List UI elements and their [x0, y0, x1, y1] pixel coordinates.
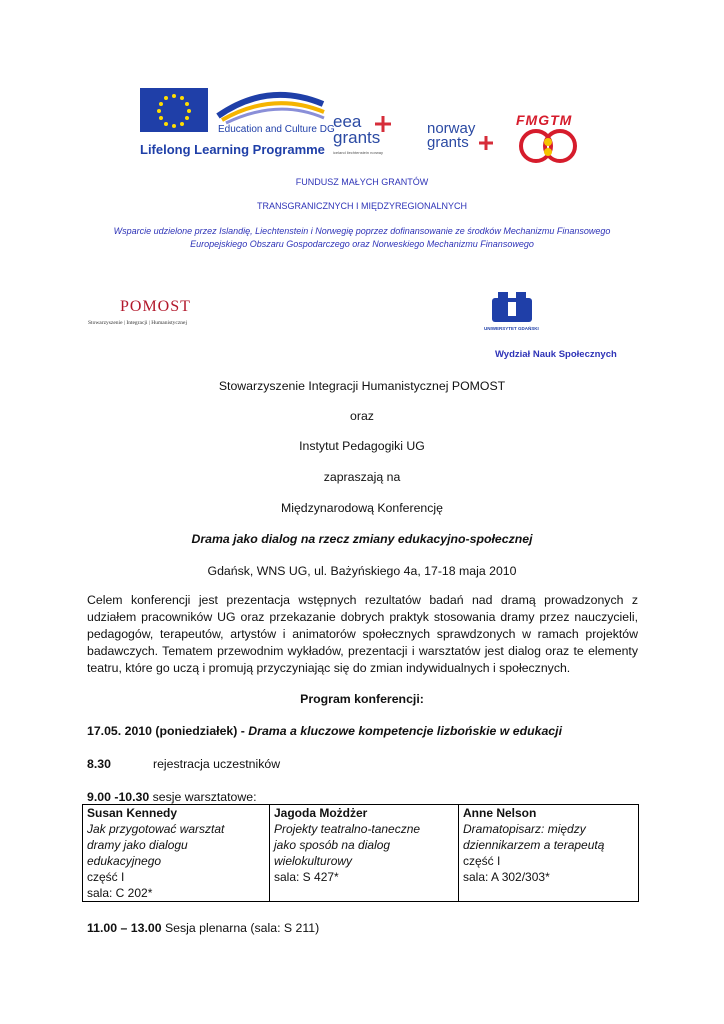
oraz: oraz [350, 409, 374, 423]
workshop-part: część I [463, 854, 501, 868]
fmgtm-label: FMGTM [516, 112, 573, 128]
conference-title: Drama jako dialog na rzecz zmiany edukacyjno-społecznej [191, 532, 533, 546]
workshop-title-line: dramy jako dialogu [87, 838, 188, 852]
conference-place: Gdańsk, WNS UG, ul. Bażyńskiego 4a, 17-18 maja 2010 [207, 564, 517, 578]
workshop-title-line: wielokulturowy [274, 854, 353, 868]
workshop-part: część I [87, 870, 125, 884]
pomost-name: POMOST [120, 298, 191, 315]
rings-icon [512, 128, 588, 164]
norway-grants-logo [427, 120, 497, 160]
plenary-line [87, 920, 319, 937]
norway-label: norway [427, 120, 476, 137]
workshops-time: 9.00 -10.30 [87, 790, 150, 804]
llp-name-label: Lifelong Learning Programme [140, 142, 325, 157]
plenary-time: 11.00 – 13.00 [87, 921, 162, 935]
workshop-leader: Susan Kennedy [87, 806, 178, 820]
fmgtm-logo [512, 112, 588, 166]
day1-title: Drama a kluczowe kompetencje lizbońskie w edukacji [248, 724, 562, 738]
workshop-cell-3 [459, 805, 639, 902]
registration-line [87, 756, 281, 773]
registration-text: rejestracja uczestników [153, 757, 281, 771]
workshop-title-line: Dramatopisarz: między [463, 822, 586, 836]
support-line2: Europejskiego Obszaru Gospodarczego oraz Norweskiego Mechanizmu Finansowego [190, 239, 534, 249]
llp-dg-label: Education and Culture DG [218, 124, 335, 135]
plenary-text: Sesja plenarna (sala: S 211) [161, 921, 320, 935]
fund-title-line1: FUNDUSZ MAŁYCH GRANTÓW [295, 177, 429, 187]
eea-label: eea [333, 112, 362, 131]
day1-line [87, 723, 562, 740]
eea-grants-label: grants [333, 128, 381, 147]
workshop-title-line: Projekty teatralno-taneczne [274, 822, 421, 836]
workshop-title-line: Jak przygotować warsztat [87, 822, 225, 836]
support-line1: Wsparcie udzielone przez Islandię, Liechtenstein i Norwegię poprzez dofinansowanie ze środków Mechanizmu Finansowego [113, 226, 611, 236]
workshops-table [82, 804, 639, 902]
eea-sub-label: iceland liechtenstein norway [333, 150, 384, 155]
llp-logo [138, 86, 335, 162]
eea-cross-icon [373, 114, 393, 134]
norway-grants-label: grants [427, 134, 469, 151]
intro-paragraph: Celem konferencji jest prezentacja wstępnych rezultatów badań nad dramą prowadzonych z udziałem pracowników UG oraz przekazanie dobrych praktyk stosowania dramy przez nauczycieli, pedagogów, terapeutów, artystów i animatorów społecznych sprawdzonych w ramach projektów badawczych. Tematem przewodnim wykładów, prezentacji i warsztatów jest dialog oraz te elementy teatru, które go uczą i promują przyczyniając się do zmian indywidualnych i społecznych. [87, 593, 638, 675]
organizer: Stowarzyszenie Integracji Humanistycznej POMOST [218, 379, 506, 393]
workshop-leader: Anne Nelson [463, 806, 537, 820]
ug-sub: UNIWERSYTET GDAŃSKI [484, 326, 539, 331]
day1-date: 17.05. 2010 (poniedziałek) - [87, 724, 249, 738]
registration-time: 8.30 [87, 757, 111, 771]
ug-emblem-icon [490, 292, 534, 324]
workshop-cell-1 [83, 805, 270, 902]
workshop-room: sala: A 302/303* [463, 870, 550, 884]
workshop-cell-2 [270, 805, 459, 902]
wns-label: Wydział Nauk Społecznych [495, 349, 617, 360]
workshop-title-line: dziennikarzem a terapeutą [463, 838, 605, 852]
invite-text: zapraszają na [323, 470, 401, 484]
workshops-text: sesje warsztatowe: [149, 790, 257, 804]
pomost-sub: Stowarzyszenie | Integracji | Humanistycznej [88, 320, 188, 326]
eea-grants-logo [333, 112, 399, 164]
workshop-leader: Jagoda Możdżer [274, 806, 368, 820]
norway-cross-icon [477, 134, 495, 152]
pomost-logo [88, 298, 218, 332]
workshop-room: sala: C 202* [87, 886, 153, 900]
institute: Instytut Pedagogiki UG [299, 439, 425, 453]
program-heading: Program konferencji: [300, 692, 424, 706]
workshop-title-line: edukacyjnego [87, 854, 162, 868]
fund-title-line2: TRANSGRANICZNYCH I MIĘDZYREGIONALNYCH [256, 201, 468, 211]
conference-label: Międzynarodową Konferencję [280, 501, 443, 515]
workshop-room: sala: S 427* [274, 870, 339, 884]
workshop-title-line: jako sposób na dialog [274, 838, 391, 852]
ug-logo [484, 292, 544, 336]
